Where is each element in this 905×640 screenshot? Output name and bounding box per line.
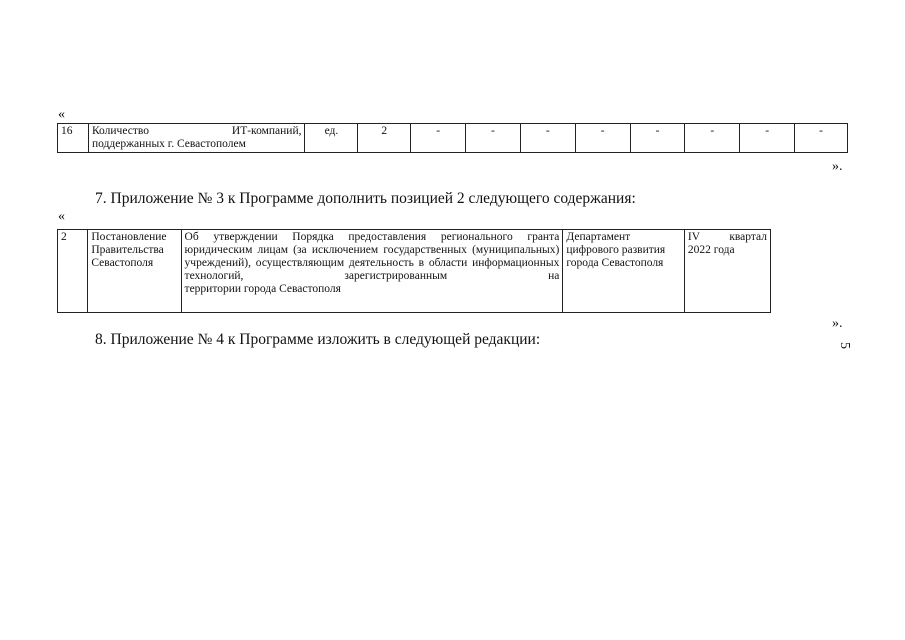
dash-cell: - [740, 124, 795, 153]
executor-cell: Департамент цифрового развития города Севастополя [563, 230, 685, 313]
document-title-cell [181, 230, 563, 313]
document-title-last-line: территории города Севастополя [184, 283, 341, 295]
indicators-table [57, 123, 848, 153]
indicator-name-line2: поддержанных г. Севастополем [91, 138, 246, 150]
indicator-name-cell [88, 124, 305, 153]
table2-open-quote: « [58, 209, 65, 224]
dash-cell: - [630, 124, 685, 153]
dash-cell: - [685, 124, 740, 153]
deadline-line2: 2022 года [687, 244, 735, 256]
dash-cell: - [520, 124, 575, 153]
dash-cell: - [795, 124, 848, 153]
table-row [58, 230, 771, 313]
dash-cell: - [411, 124, 466, 153]
deadline-line1: IV квартал [687, 231, 767, 243]
table1-open-quote: « [58, 107, 65, 122]
table-row [58, 124, 848, 153]
indicator-name-line1: Количество ИТ-компаний, [91, 125, 302, 137]
page-number: 5 [837, 342, 852, 349]
row-number: 16 [58, 124, 89, 153]
row-number: 2 [58, 230, 88, 313]
dash-cell: - [466, 124, 521, 153]
document-title-text: Об утверждении Порядка предоставления регионального гранта юридическим лицам (за исключением государственных (муниципальных) учреждений), осуществляющим деятельность в области информационных технологий, зарегистрированным на [184, 231, 560, 282]
paragraph-7: 7. Приложение № 3 к Программе дополнить позицией 2 следующего содержания: [95, 190, 636, 207]
document-type-cell: Постановление Правительства Севастополя [88, 230, 181, 313]
unit-cell: ед. [305, 124, 358, 153]
paragraph-8: 8. Приложение № 4 к Программе изложить в следующей редакции: [95, 331, 541, 348]
table1-close-quote: ». [832, 159, 843, 174]
table2-close-quote: ». [832, 316, 843, 331]
deadline-cell [684, 230, 770, 313]
value-cell: 2 [358, 124, 411, 153]
program-addition-table [57, 229, 771, 313]
dash-cell: - [575, 124, 630, 153]
